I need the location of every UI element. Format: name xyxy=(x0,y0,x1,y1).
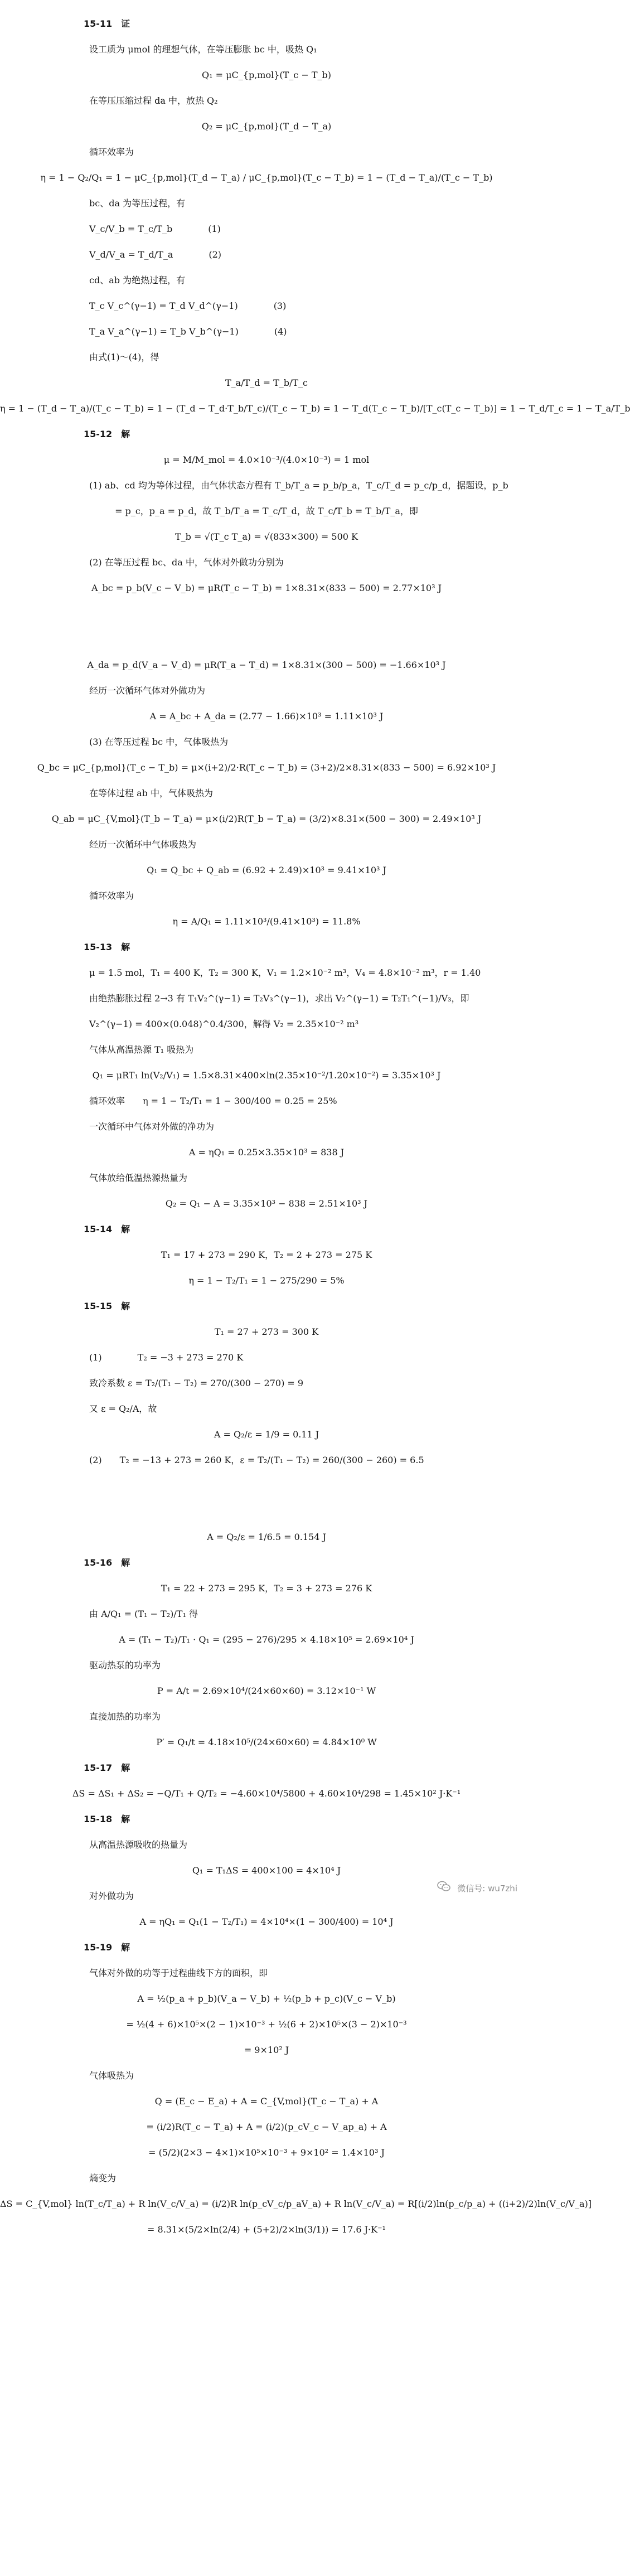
line-text: 致冷系数 ε = T₂/(T₁ − T₂) = 270/(300 − 270) = 9 xyxy=(89,1378,304,1388)
line-text: A = ½(p_a + p_b)(V_a − V_b) + ½(p_b + p_c)(V_c − V_b) xyxy=(137,1993,396,2004)
text-line xyxy=(0,729,533,755)
line-text: bc、da 为等压过程，有 xyxy=(89,198,186,209)
line-text: = 9×10² J xyxy=(244,2045,289,2055)
text-line xyxy=(0,1678,533,1704)
text-line xyxy=(0,62,533,88)
text-line xyxy=(0,781,533,806)
text-line xyxy=(0,1473,533,1499)
text-line xyxy=(0,2550,533,2576)
text-line xyxy=(0,2473,533,2499)
text-line xyxy=(0,2268,533,2294)
text-line xyxy=(0,1807,533,1832)
line-text: 直接加热的功率为 xyxy=(89,1711,161,1722)
line-text: μ = 1.5 mol，T₁ = 400 K，T₂ = 300 K，V₁ = 1.2×10⁻² m³，V₄ = 4.8×10⁻² m³，r = 1.40 xyxy=(89,967,481,978)
text-line xyxy=(0,550,533,575)
line-text: T₁ = 27 + 273 = 300 K xyxy=(214,1326,319,1337)
line-text: V_d/V_a = T_d/T_a (2) xyxy=(89,249,222,260)
text-line xyxy=(0,678,533,704)
line-text: 经历一次循环中气体吸热为 xyxy=(89,839,197,850)
line-text: 循环效率 η = 1 − T₂/T₁ = 1 − 300/400 = 0.25 = 25% xyxy=(89,1096,337,1106)
text-line xyxy=(0,1165,533,1191)
line-text: V_c/V_b = T_c/T_b (1) xyxy=(89,224,221,234)
text-line xyxy=(0,1319,533,1345)
text-line xyxy=(0,1396,533,1422)
line-text: Q_bc = μC_{p,mol}(T_c − T_b) = μ×(i+2)/2·R(T_c − T_b) = (3+2)/2×8.31×(833 − 500) = 6.92×10³ J xyxy=(37,762,496,773)
text-line xyxy=(0,858,533,883)
line-text: 循环效率为 xyxy=(89,890,134,901)
wechat-watermark xyxy=(437,1880,517,1897)
text-line xyxy=(0,473,533,498)
line-text: Q₁ = Q_bc + Q_ab = (6.92 + 2.49)×10³ = 9.41×10³ J xyxy=(147,865,386,875)
text-line xyxy=(0,293,533,319)
text-line xyxy=(0,2063,533,2089)
text-line xyxy=(0,2320,533,2345)
line-text: A = A_bc + A_da = (2.77 − 1.66)×10³ = 1.11×10³ J xyxy=(149,711,384,722)
text-line xyxy=(0,704,533,729)
line-text: Q₁ = μRT₁ ln(V₂/V₁) = 1.5×8.31×400×ln(2.35×10⁻²/1.20×10⁻²) = 3.35×10³ J xyxy=(92,1070,441,1081)
text-line xyxy=(0,1627,533,1653)
text-line xyxy=(0,1371,533,1396)
text-line xyxy=(0,2114,533,2140)
line-text: P′ = Q₁/t = 4.18×10⁵/(24×60×60) = 4.84×10⁰ W xyxy=(156,1737,377,1747)
text-line xyxy=(0,88,533,114)
line-text: η = A/Q₁ = 1.11×10³/(9.41×10³) = 11.8% xyxy=(172,916,361,927)
line-text: (3) 在等压过程 bc 中，气体吸热为 xyxy=(89,737,229,747)
line-text: = p_c，p_a = p_d，故 T_b/T_a = T_c/T_d，故 T_c/T_b = T_b/T_a，即 xyxy=(115,506,418,516)
line-text: T_a/T_d = T_b/T_c xyxy=(225,377,308,388)
line-text: 对外做功为 xyxy=(89,1891,134,1901)
text-line xyxy=(0,1550,533,1576)
text-line xyxy=(0,1499,533,1524)
text-line xyxy=(0,1037,533,1063)
text-line xyxy=(0,2217,533,2243)
line-text: P = A/t = 2.69×10⁴/(24×60×60) = 3.12×10⁻¹ W xyxy=(157,1686,376,1696)
line-text: Q₂ = Q₁ − A = 3.35×10³ − 838 = 2.51×10³ J xyxy=(165,1198,368,1209)
watermark-text: 微信号: wu7zhi xyxy=(457,1883,517,1894)
text-line xyxy=(0,1935,533,1960)
text-line xyxy=(0,1704,533,1730)
line-text: A = Q₂/ε = 1/6.5 = 0.154 J xyxy=(207,1532,326,1542)
line-text: A = Q₂/ε = 1/9 = 0.11 J xyxy=(214,1429,319,1440)
text-line xyxy=(0,2499,533,2525)
line-text: 气体吸热为 xyxy=(89,2070,134,2081)
text-line xyxy=(0,909,533,934)
text-line xyxy=(0,447,533,473)
text-line xyxy=(0,2371,533,2396)
line-text: 设工质为 μmol 的理想气体，在等压膨胀 bc 中，吸热 Q₁ xyxy=(89,44,317,55)
text-line xyxy=(0,1268,533,1294)
text-line xyxy=(0,1447,533,1473)
text-line xyxy=(0,524,533,550)
text-line xyxy=(0,1576,533,1601)
text-line xyxy=(0,575,533,601)
line-text: A_da = p_d(V_a − V_d) = μR(T_a − T_d) = 1×8.31×(300 − 500) = −1.66×10³ J xyxy=(87,660,446,670)
line-text: 由式(1)～(4)，得 xyxy=(89,352,159,362)
line-text: A_bc = p_b(V_c − V_b) = μR(T_c − T_b) = 1×8.31×(833 − 500) = 2.77×10³ J xyxy=(91,583,442,593)
text-line xyxy=(0,960,533,986)
line-text: (2) T₂ = −13 + 273 = 260 K，ε = T₂/(T₁ − T₂) = 260/(300 − 260) = 6.5 xyxy=(89,1455,424,1465)
text-line xyxy=(0,37,533,62)
section-heading: 15-17 解 xyxy=(84,1762,130,1773)
text-line xyxy=(0,1909,533,1935)
text-line xyxy=(0,2191,592,2217)
line-text: A = ηQ₁ = Q₁(1 − T₂/T₁) = 4×10⁴×(1 − 300/400) = 10⁴ J xyxy=(139,1916,394,1927)
text-line xyxy=(0,2294,533,2320)
text-line xyxy=(0,319,533,345)
line-text: T₁ = 22 + 273 = 295 K，T₂ = 3 + 273 = 276 K xyxy=(161,1583,372,1594)
section-heading: 15-16 解 xyxy=(84,1557,130,1568)
text-line xyxy=(0,422,533,447)
text-line xyxy=(0,1063,533,1088)
text-line xyxy=(0,1832,533,1858)
wechat-icon xyxy=(437,1881,450,1897)
line-text: T_a V_a^(γ−1) = T_b V_b^(γ−1) (4) xyxy=(89,326,287,337)
line-text: ΔS = ΔS₁ + ΔS₂ = −Q/T₁ + Q/T₂ = −4.60×10⁴/5800 + 4.60×10⁴/298 = 1.45×10² J·K⁻¹ xyxy=(72,1788,461,1799)
line-text: η = 1 − T₂/T₁ = 1 − 275/290 = 5% xyxy=(188,1275,345,1286)
line-text: = (i/2)R(T_c − T_a) + A = (i/2)(p_cV_c − V_ap_a) + A xyxy=(146,2122,387,2132)
text-line xyxy=(0,2396,533,2422)
text-line xyxy=(0,1011,533,1037)
section-heading: 15-15 解 xyxy=(84,1301,130,1311)
text-line xyxy=(0,1986,533,2012)
text-line xyxy=(0,139,533,165)
line-text: (1) ab、cd 均为等体过程，由气体状态方程有 T_b/T_a = p_b/p_a，T_c/T_d = p_c/p_d，据题设，p_b xyxy=(89,480,508,491)
line-text: = (5/2)(2×3 − 4×1)×10⁵×10⁻³ + 9×10² = 1.4×10³ J xyxy=(148,2147,385,2158)
text-line xyxy=(0,934,533,960)
line-text: ΔS = C_{V,mol} ln(T_c/T_a) + R ln(V_c/V_a) = (i/2)R ln(p_cV_c/p_aV_a) + R ln(V_c/V_a) = R[(i/2)ln(p_c/p_a) + ((i+2)/2)ln(V_c/V_a)] xyxy=(0,2199,592,2209)
text-line xyxy=(0,1217,533,1242)
line-text: 气体从高温热源 T₁ 吸热为 xyxy=(89,1044,194,1055)
line-text: T_b = √(T_c T_a) = √(833×300) = 500 K xyxy=(175,531,358,542)
line-text: Q_ab = μC_{V,mol}(T_b − T_a) = μ×(i/2)R(T_b − T_a) = (3/2)×8.31×(500 − 300) = 2.49×10³ J xyxy=(51,814,482,824)
section-heading: 15-13 解 xyxy=(84,942,130,952)
line-text: 由 A/Q₁ = (T₁ − T₂)/T₁ 得 xyxy=(89,1609,198,1619)
text-line xyxy=(0,1422,533,1447)
line-text: A = (T₁ − T₂)/T₁ · Q₁ = (295 − 276)/295 × 4.18×10⁵ = 2.69×10⁴ J xyxy=(119,1634,414,1645)
line-text: 又 ε = Q₂/A，故 xyxy=(89,1403,157,1414)
line-text: 气体对外做的功等于过程曲线下方的面积，即 xyxy=(89,1968,268,1978)
text-line xyxy=(0,1960,533,1986)
line-text: 在等体过程 ab 中，气体吸热为 xyxy=(89,788,213,798)
text-line xyxy=(0,652,533,678)
line-text: 一次循环中气体对外做的净功为 xyxy=(89,1121,215,1132)
text-line xyxy=(0,2089,533,2114)
text-line xyxy=(0,1114,533,1140)
line-text: 在等压压缩过程 da 中，放热 Q₂ xyxy=(89,95,218,106)
text-line xyxy=(0,242,533,268)
line-text: η = 1 − Q₂/Q₁ = 1 − μC_{p,mol}(T_d − T_a) / μC_{p,mol}(T_c − T_b) = 1 − (T_d − T_a)/(T_c − T_b) xyxy=(40,172,493,183)
text-line xyxy=(0,986,533,1011)
text-line xyxy=(0,806,533,832)
line-text: = ½(4 + 6)×10⁵×(2 − 1)×10⁻³ + ½(6 + 2)×10⁵×(3 − 2)×10⁻³ xyxy=(126,2019,407,2030)
text-line xyxy=(0,2448,533,2473)
text-line xyxy=(0,191,533,216)
text-line xyxy=(0,216,533,242)
text-line xyxy=(0,2422,533,2448)
text-line xyxy=(0,2243,533,2268)
section-heading: 15-14 解 xyxy=(84,1224,130,1234)
line-text: 从高温热源吸收的热量为 xyxy=(89,1839,188,1850)
text-line xyxy=(0,2166,533,2191)
text-line xyxy=(0,1730,533,1755)
line-text: η = 1 − (T_d − T_a)/(T_c − T_b) = 1 − (T_d − T_d·T_b/T_c)/(T_c − T_b) = 1 − T_d(T_c − T_b)/[T_c(T_c − T_b)] = 1 − T_d/T_c = 1 − T_a/T_b xyxy=(0,403,630,414)
text-line xyxy=(0,2525,533,2550)
text-line xyxy=(0,165,533,191)
line-text: V₂^(γ−1) = 400×(0.048)^0.4/300，解得 V₂ = 2.35×10⁻² m³ xyxy=(89,1019,359,1029)
text-line xyxy=(0,1140,533,1165)
line-text: 经历一次循环气体对外做功为 xyxy=(89,685,206,696)
line-text: Q₁ = μC_{p,mol}(T_c − T_b) xyxy=(202,70,331,80)
text-line xyxy=(0,832,533,858)
text-line xyxy=(0,1345,533,1371)
text-line xyxy=(0,755,533,781)
line-text: (2) 在等压过程 bc、da 中，气体对外做功分别为 xyxy=(89,557,284,568)
line-text: Q₂ = μC_{p,mol}(T_d − T_a) xyxy=(201,121,332,132)
text-line xyxy=(0,1601,533,1627)
line-text: A = ηQ₁ = 0.25×3.35×10³ = 838 J xyxy=(188,1147,345,1158)
line-text: T_c V_c^(γ−1) = T_d V_d^(γ−1) (3) xyxy=(89,301,287,311)
section-heading: 15-19 解 xyxy=(84,1942,130,1953)
text-line xyxy=(0,370,533,396)
section-heading: 15-11 证 xyxy=(84,18,130,29)
line-text: (1) T₂ = −3 + 273 = 270 K xyxy=(89,1352,244,1363)
text-line xyxy=(0,1781,533,1807)
text-line xyxy=(0,1242,533,1268)
text-line xyxy=(0,1653,533,1678)
line-text: 气体放给低温热源热量为 xyxy=(89,1173,188,1183)
text-line xyxy=(0,1088,533,1114)
line-text: 驱动热泵的功率为 xyxy=(89,1660,161,1670)
text-line xyxy=(0,627,533,652)
text-line xyxy=(0,2345,533,2371)
section-heading: 15-18 解 xyxy=(84,1814,130,1824)
line-text: Q = (E_c − E_a) + A = C_{V,mol}(T_c − T_a) + A xyxy=(154,2096,379,2107)
text-line xyxy=(0,601,533,627)
text-line xyxy=(0,1755,533,1781)
line-text: T₁ = 17 + 273 = 290 K，T₂ = 2 + 273 = 275 K xyxy=(161,1250,372,1260)
line-text: = 8.31×(5/2×ln(2/4) + (5+2)/2×ln(3/1)) = 17.6 J·K⁻¹ xyxy=(147,2224,386,2235)
text-line xyxy=(0,1191,533,1217)
line-text: μ = M/M_mol = 4.0×10⁻³/(4.0×10⁻³) = 1 mol xyxy=(163,454,370,465)
section-heading: 15-12 解 xyxy=(84,429,130,439)
text-line xyxy=(0,11,533,37)
text-line xyxy=(0,114,533,139)
line-text: 循环效率为 xyxy=(89,147,134,157)
text-line xyxy=(0,268,533,293)
text-line xyxy=(0,2037,533,2063)
line-text: Q₁ = T₁ΔS = 400×100 = 4×10⁴ J xyxy=(192,1865,341,1876)
text-line xyxy=(0,345,533,370)
line-text: 由绝热膨胀过程 2→3 有 T₁V₂^(γ−1) = T₂V₃^(γ−1)，求出 V₂^(γ−1) = T₂T₁^(−1)/V₃，即 xyxy=(89,993,469,1004)
text-line xyxy=(0,396,630,422)
text-line xyxy=(0,498,533,524)
line-text: cd、ab 为绝热过程，有 xyxy=(89,275,186,285)
text-line xyxy=(0,883,533,909)
text-line xyxy=(0,1294,533,1319)
text-line xyxy=(0,1524,533,1550)
line-text: 熵变为 xyxy=(89,2173,117,2183)
text-line xyxy=(0,2012,533,2037)
text-line xyxy=(0,2140,533,2166)
